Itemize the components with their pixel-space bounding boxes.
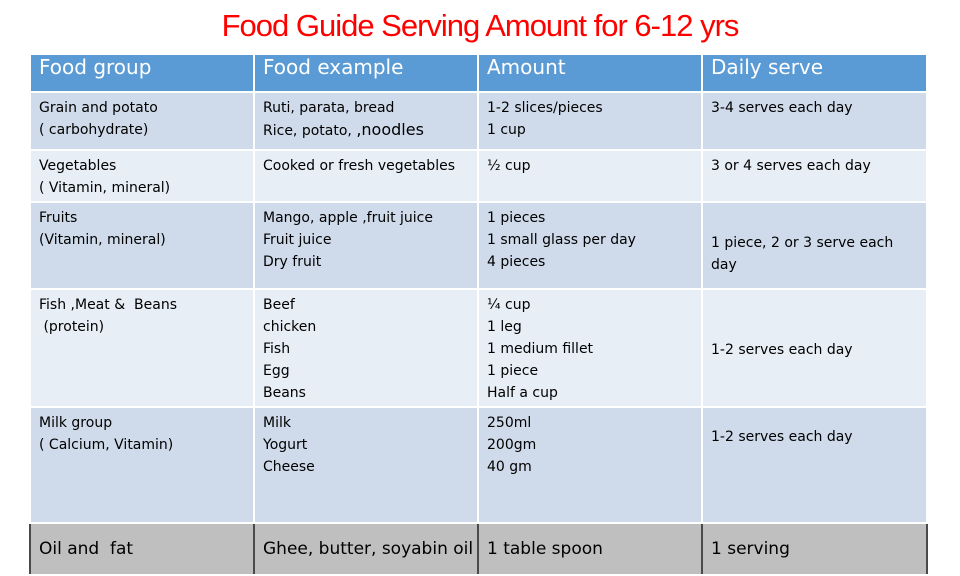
cell-daily-serve: 1 piece, 2 or 3 serve each day bbox=[702, 202, 927, 289]
cell-daily-serve: 3-4 serves each day bbox=[702, 92, 927, 150]
cell-daily-serve: 1 serving bbox=[702, 523, 927, 575]
page-title: Food Guide Serving Amount for 6-12 yrs bbox=[221, 8, 739, 43]
cell-food-group: Fish ,Meat & Beans (protein) bbox=[30, 289, 254, 407]
header-daily-serve: Daily serve bbox=[702, 54, 927, 92]
food-guide-table bbox=[29, 53, 928, 576]
cell-food-example: Ruti, parata, bread Rice, potato, ,noodles bbox=[254, 92, 478, 150]
cell-food-example: Cooked or fresh vegetables bbox=[254, 150, 478, 202]
cell-amount: ½ cup bbox=[478, 150, 702, 202]
cell-daily-serve: 1-2 serves each day bbox=[702, 289, 927, 407]
cell-amount: 1-2 slices/pieces 1 cup bbox=[478, 92, 702, 150]
table-row bbox=[30, 289, 927, 407]
cell-food-example: Milk Yogurt Cheese bbox=[254, 407, 478, 523]
table-row bbox=[30, 407, 927, 523]
table-row bbox=[30, 92, 927, 150]
table-row bbox=[30, 202, 927, 289]
cell-food-group: Vegetables ( Vitamin, mineral) bbox=[30, 150, 254, 202]
header-amount: Amount bbox=[478, 54, 702, 92]
cell-food-group: Fruits (Vitamin, mineral) bbox=[30, 202, 254, 289]
cell-amount: 1 pieces 1 small glass per day 4 pieces bbox=[478, 202, 702, 289]
cell-food-example: Beef chicken Fish Egg Beans bbox=[254, 289, 478, 407]
cell-amount: 250ml 200gm 40 gm bbox=[478, 407, 702, 523]
cell-daily-serve: 1-2 serves each day bbox=[702, 407, 927, 523]
cell-food-group: Milk group ( Calcium, Vitamin) bbox=[30, 407, 254, 523]
header-food-group: Food group bbox=[30, 54, 254, 92]
cell-food-group: Oil and fat bbox=[30, 523, 254, 575]
table-row bbox=[30, 523, 927, 575]
cell-food-example: Mango, apple ,fruit juice Fruit juice Dry fruit bbox=[254, 202, 478, 289]
cell-daily-serve: 3 or 4 serves each day bbox=[702, 150, 927, 202]
cell-amount: 1 table spoon bbox=[478, 523, 702, 575]
cell-food-example: Ghee, butter, soyabin oil bbox=[254, 523, 478, 575]
cell-amount: ¼ cup 1 leg 1 medium fillet 1 piece Half a cup bbox=[478, 289, 702, 407]
cell-food-group: Grain and potato ( carbohydrate) bbox=[30, 92, 254, 150]
header-food-example: Food example bbox=[254, 54, 478, 92]
table-header-row bbox=[30, 54, 927, 92]
table-row bbox=[30, 150, 927, 202]
